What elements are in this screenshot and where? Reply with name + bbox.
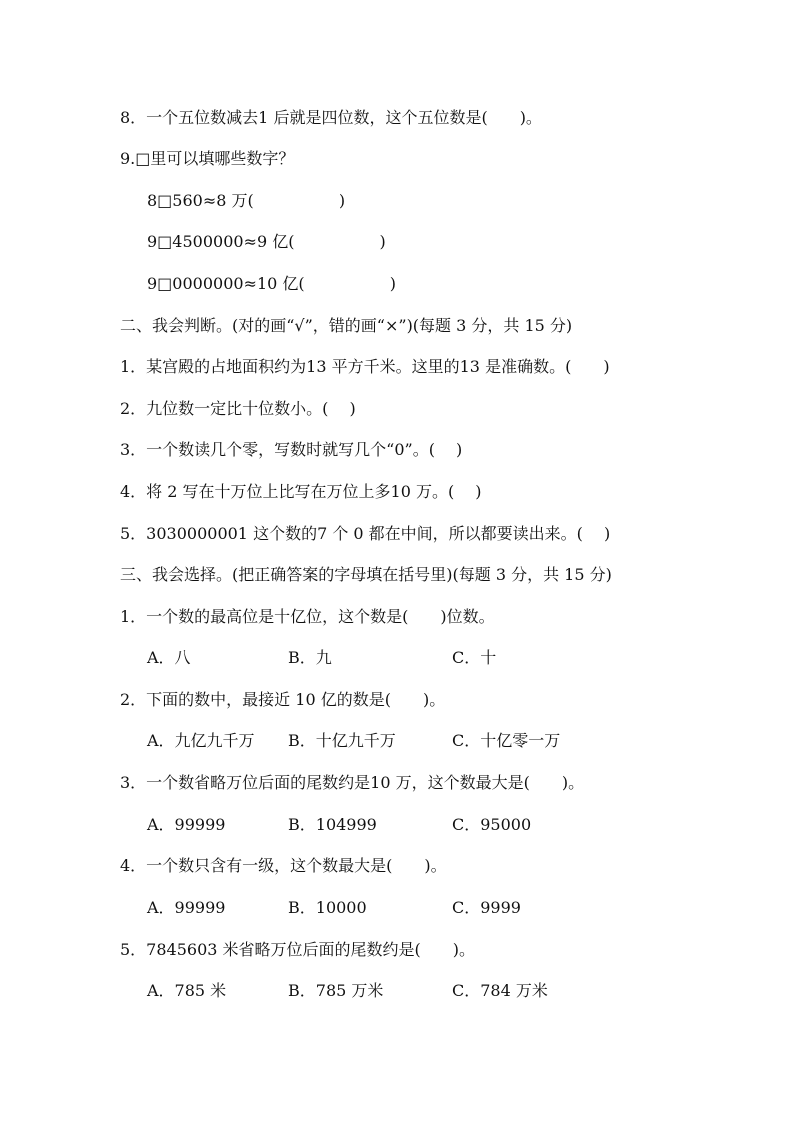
option-b: B．785 万米 [288,981,384,1000]
choice-question-2: 2．下面的数中，最接近 10 亿的数是( )。 [120,690,446,709]
question-9-item-2: 9□4500000≈9 亿( ) [147,232,386,251]
option-c: C．十亿零一万 [452,731,561,750]
judge-item-3: 3．一个数读几个零，写数时就写几个“0”。( ) [120,440,463,459]
option-b: B．九 [288,648,332,667]
option-a: A．九亿九千万 [147,731,255,750]
choice-question-3: 3．一个数省略万位后面的尾数约是10 万，这个数最大是( )。 [120,773,585,792]
option-c: C．784 万米 [452,981,548,1000]
judge-item-2: 2．九位数一定比十位数小。( ) [120,399,356,418]
option-c: C．十 [452,648,497,667]
option-b: B．104999 [288,815,377,834]
question-9-item-3: 9□0000000≈10 亿( ) [147,274,396,293]
option-c: C．9999 [452,898,521,917]
choice-question-1: 1．一个数的最高位是十亿位，这个数是( )位数。 [120,607,495,626]
option-b: B．10000 [288,898,367,917]
option-c: C．95000 [452,815,532,834]
judge-item-5: 5．3030000001 这个数的7 个 0 都在中间，所以都要读出来。( ) [120,524,611,543]
choice-question-5: 5．7845603 米省略万位后面的尾数约是( )。 [120,940,476,959]
choice-question-4: 4．一个数只含有一级，这个数最大是( )。 [120,856,447,875]
option-b: B．十亿九千万 [288,731,396,750]
option-a: A．785 米 [147,981,227,1000]
option-a: A．99999 [147,898,226,917]
judge-item-4: 4．将 2 写在十万位上比写在万位上多10 万。( ) [120,482,482,501]
option-a: A．99999 [147,815,226,834]
question-9-item-1: 8□560≈8 万( ) [147,191,346,210]
option-a: A．八 [147,648,191,667]
section-2-heading: 二、我会判断。(对的画“√”，错的画“×”)(每题 3 分，共 15 分) [120,316,573,335]
question-9: 9.□里可以填哪些数字？ [120,149,295,168]
section-3-heading: 三、我会选择。(把正确答案的字母填在括号里)(每题 3 分，共 15 分) [120,565,612,584]
question-8: 8．一个五位数减去1 后就是四位数，这个五位数是( )。 [120,108,542,127]
judge-item-1: 1．某宫殿的占地面积约为13 平方千米。这里的13 是准确数。( ) [120,357,610,376]
